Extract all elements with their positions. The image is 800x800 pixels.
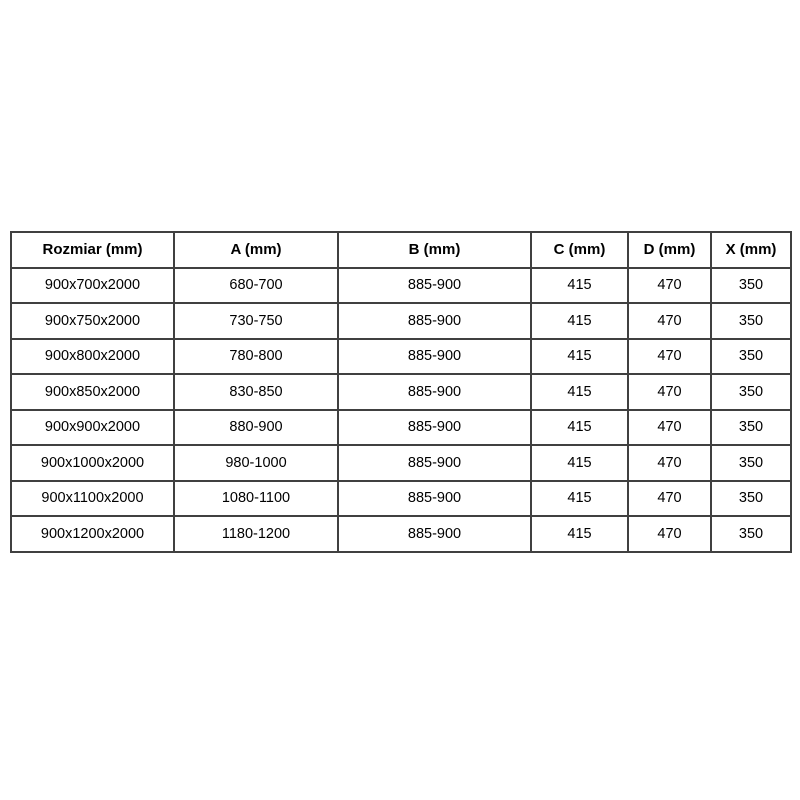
table-cell: 900x850x2000 [11,374,174,410]
table-header-row [11,232,791,268]
table-cell: 880-900 [174,410,338,446]
header-c: C (mm) [531,232,628,268]
table-cell: 350 [711,410,791,446]
table-cell: 730-750 [174,303,338,339]
table-cell: 885-900 [338,445,531,481]
header-x: X (mm) [711,232,791,268]
table-cell: 1180-1200 [174,516,338,552]
table-cell: 350 [711,445,791,481]
table-cell: 780-800 [174,339,338,375]
header-d: D (mm) [628,232,711,268]
table-cell: 350 [711,303,791,339]
header-b: B (mm) [338,232,531,268]
table-cell: 470 [628,268,711,304]
table-cell: 350 [711,481,791,517]
table-cell: 470 [628,339,711,375]
table-cell: 900x750x2000 [11,303,174,339]
header-rozmiar: Rozmiar (mm) [11,232,174,268]
table-cell: 680-700 [174,268,338,304]
table-row [11,303,791,339]
table-cell: 885-900 [338,303,531,339]
table-cell: 415 [531,374,628,410]
table-cell: 350 [711,374,791,410]
table-cell: 900x900x2000 [11,410,174,446]
table-cell: 470 [628,374,711,410]
table-cell: 415 [531,303,628,339]
table-row [11,339,791,375]
table-cell: 415 [531,481,628,517]
table-cell: 885-900 [338,516,531,552]
dimensions-table [10,231,792,553]
table-cell: 885-900 [338,339,531,375]
table-cell: 885-900 [338,410,531,446]
table-cell: 885-900 [338,374,531,410]
table-cell: 1080-1100 [174,481,338,517]
table-cell: 470 [628,445,711,481]
table-cell: 900x1100x2000 [11,481,174,517]
table-cell: 900x1200x2000 [11,516,174,552]
header-a: A (mm) [174,232,338,268]
table-cell: 980-1000 [174,445,338,481]
table-cell: 415 [531,516,628,552]
table-cell: 830-850 [174,374,338,410]
table-cell: 415 [531,268,628,304]
table-cell: 350 [711,516,791,552]
table-cell: 350 [711,268,791,304]
table-cell: 470 [628,481,711,517]
table-row [11,410,791,446]
table-cell: 470 [628,303,711,339]
table-cell: 900x800x2000 [11,339,174,375]
table-cell: 885-900 [338,268,531,304]
table-row [11,268,791,304]
table-row [11,374,791,410]
table-row [11,516,791,552]
table-row [11,481,791,517]
table-cell: 470 [628,516,711,552]
table-cell: 350 [711,339,791,375]
table-cell: 900x700x2000 [11,268,174,304]
table-cell: 415 [531,410,628,446]
table-row [11,445,791,481]
table-cell: 470 [628,410,711,446]
table-cell: 415 [531,445,628,481]
table-cell: 415 [531,339,628,375]
table-cell: 900x1000x2000 [11,445,174,481]
table-cell: 885-900 [338,481,531,517]
